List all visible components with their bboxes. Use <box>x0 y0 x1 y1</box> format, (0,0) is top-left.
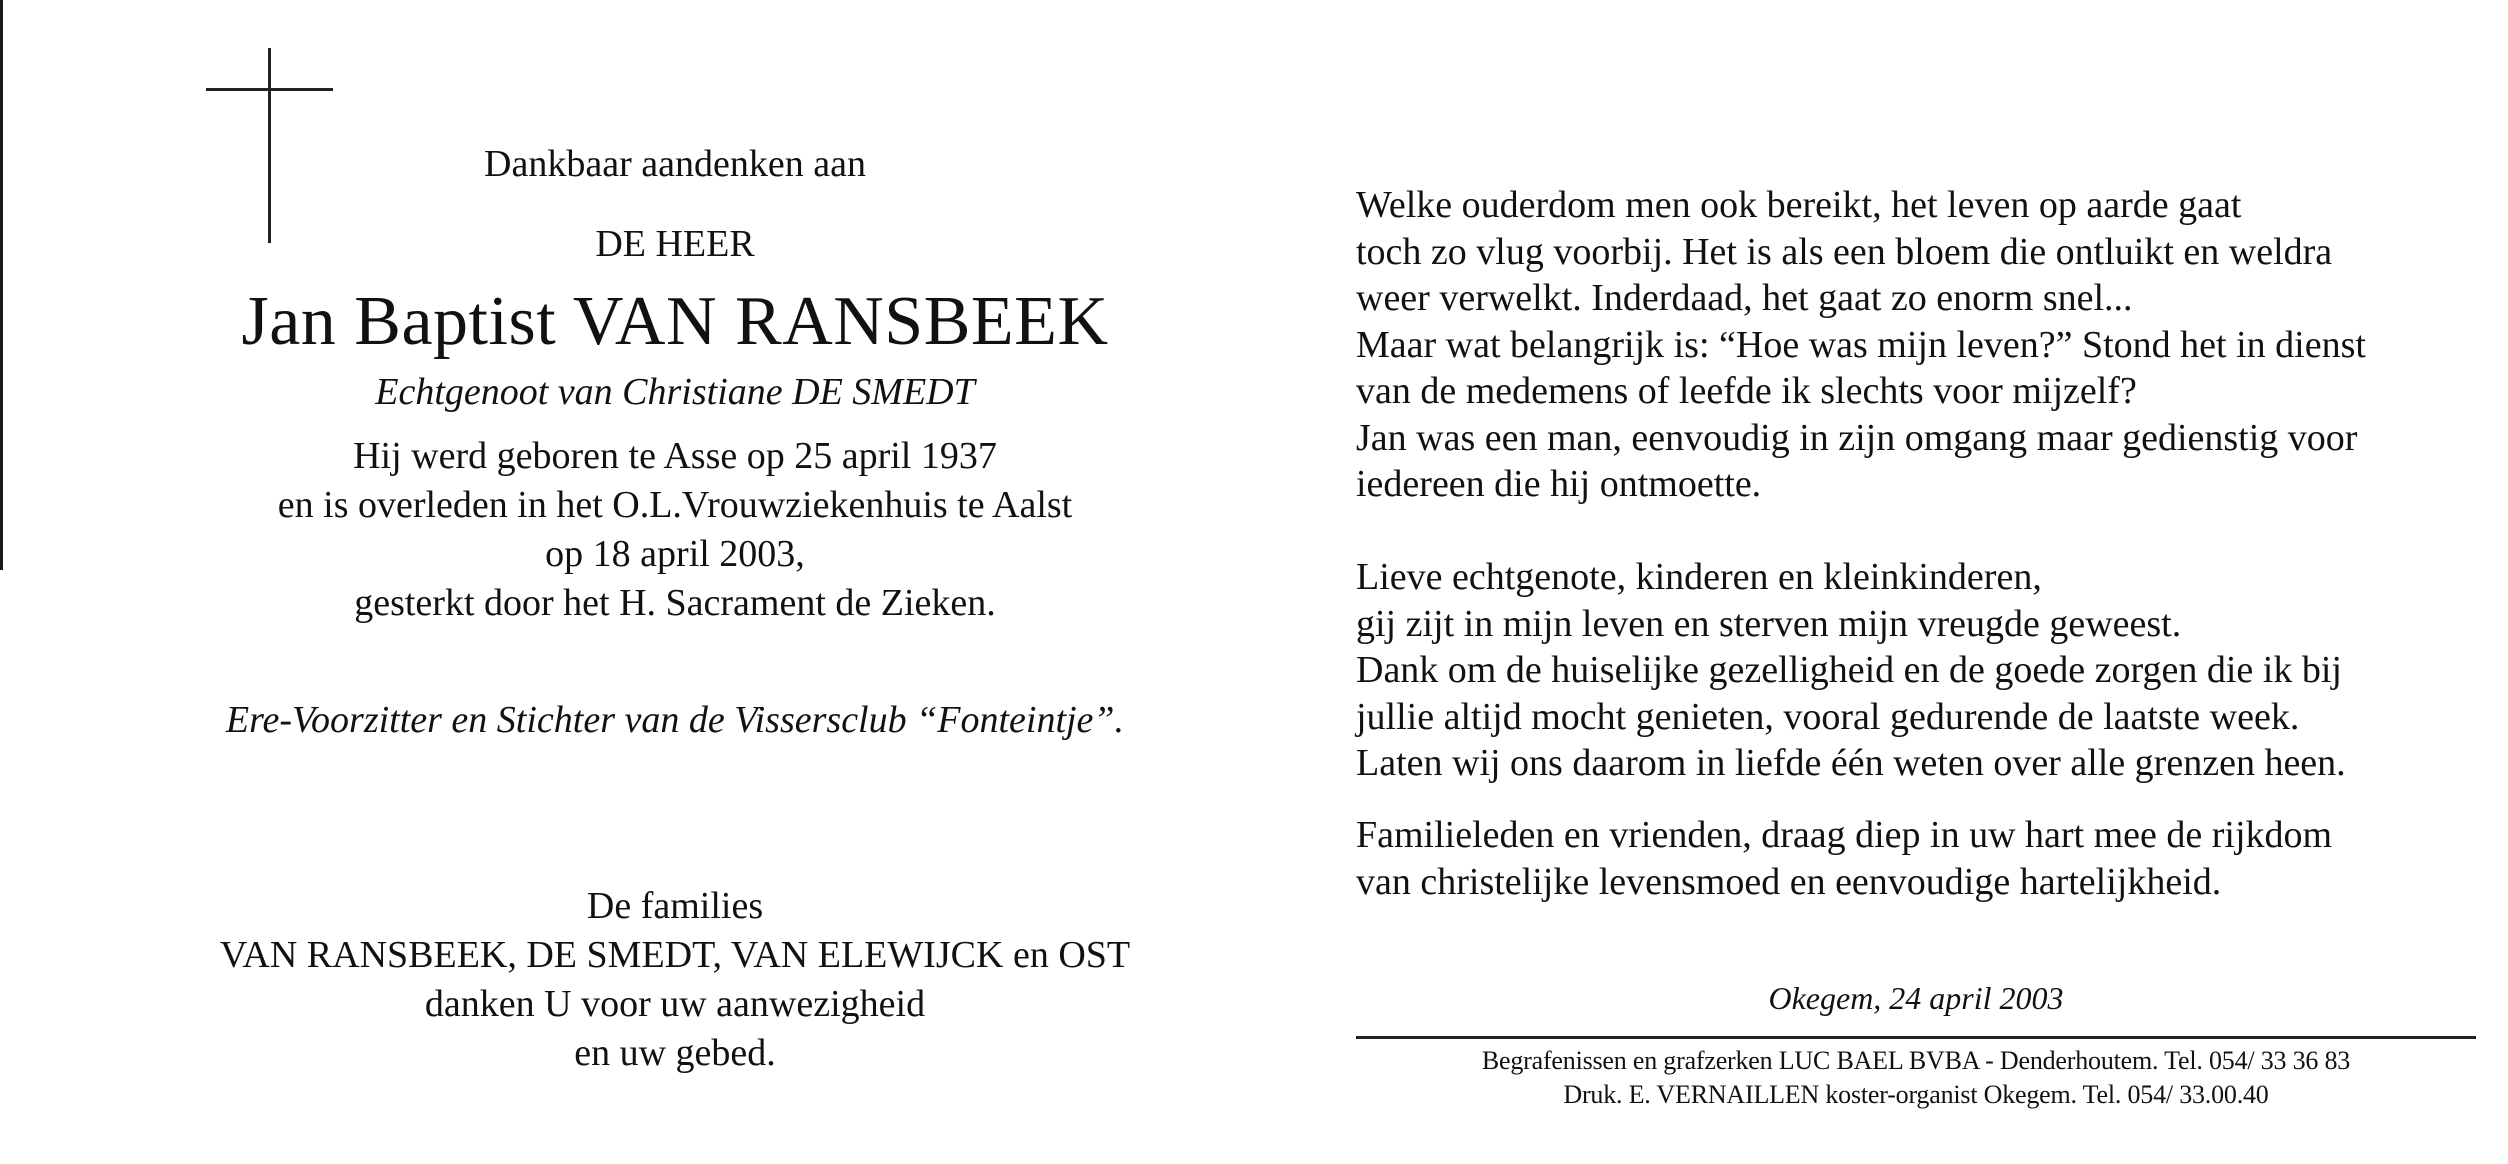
bio-line: Hij werd geboren te Asse op 25 april 1937 <box>353 435 997 477</box>
divider <box>1356 1036 2476 1039</box>
text-line: iedereen die hij ontmoette. <box>1356 463 1762 505</box>
families-thanks <box>0 882 1350 1078</box>
spouse-line: Echtgenoot van Christiane DE SMEDT <box>375 371 975 413</box>
text-line: Familieleden en vrienden, draag diep in uw hart mee de rijkdom <box>1356 814 2333 856</box>
families-line: en uw gebed. <box>574 1032 776 1074</box>
families-line: danken U voor uw aanwezigheid <box>424 983 926 1025</box>
reflection-paragraph <box>1356 182 2366 508</box>
deceased-name: Jan Baptist VAN RANSBEEK <box>241 283 1109 360</box>
text-line: Laten wij ons daarom in liefde één weten over alle grenzen heen. <box>1356 742 2346 784</box>
text-line: toch zo vlug voorbij. Het is als een bloem die ontluikt en weldra <box>1356 230 2333 273</box>
text-line: weer verwelkt. Inderdaad, het gaat zo enorm snel... <box>1356 277 2133 319</box>
text-line: Dank om de huiselijke gezelligheid en de goede zorgen die ik bij <box>1356 649 2342 691</box>
footer-line: Druk. E. VERNAILLEN koster-organist Okegem. Tel. 054/ 33.00.40 <box>1563 1080 2269 1109</box>
honorific-title: DE HEER <box>595 223 755 265</box>
place-date: Okegem, 24 april 2003 <box>1768 980 2064 1016</box>
text-line: Maar wat belangrijk is: “Hoe was mijn leven?” Stond het in dienst <box>1356 323 2366 366</box>
text-line: van christelijke levensmoed en eenvoudige hartelijkheid. <box>1356 860 2222 903</box>
bio-line: gesterkt door het H. Sacrament de Zieken. <box>354 582 996 624</box>
bio-line: en is overleden in het O.L.Vrouwziekenhuis te Aalst <box>277 484 1073 526</box>
footer-line: Begrafenissen en grafzerken LUC BAEL BVBA - Denderhoutem. Tel. 054/ 33 36 83 <box>1481 1046 2351 1075</box>
text-line: Welke ouderdom men ook bereikt, het leven op aarde gaat <box>1356 184 2242 226</box>
text-line: gij zijt in mijn leven en sterven mijn vreugde geweest. <box>1356 602 2182 645</box>
honor-line: Ere-Voorzitter en Stichter van de Vissersclub “Fonteintje”. <box>225 699 1125 741</box>
bio-line: op 18 april 2003, <box>545 533 805 575</box>
families-line: VAN RANSBEEK, DE SMEDT, VAN ELEWIJCK en OST <box>219 934 1131 976</box>
farewell-paragraph <box>1356 554 2346 787</box>
printer-footer <box>1356 1044 2476 1112</box>
text-line: Lieve echtgenote, kinderen en kleinkinderen, <box>1356 556 2042 598</box>
families-line: De families <box>586 885 764 927</box>
text-line: van de medemens of leefde ik slechts voor mijzelf? <box>1356 370 2137 412</box>
intro-text: Dankbaar aandenken aan <box>484 143 866 185</box>
family-paragraph <box>1356 812 2332 905</box>
text-line: Jan was een man, eenvoudig in zijn omgang maar gedienstig voor <box>1356 416 2358 459</box>
cross-horizontal-bar <box>206 88 333 91</box>
biography <box>0 432 1350 628</box>
text-line: jullie altijd mocht genieten, vooral gedurende de laatste week. <box>1356 695 2300 738</box>
